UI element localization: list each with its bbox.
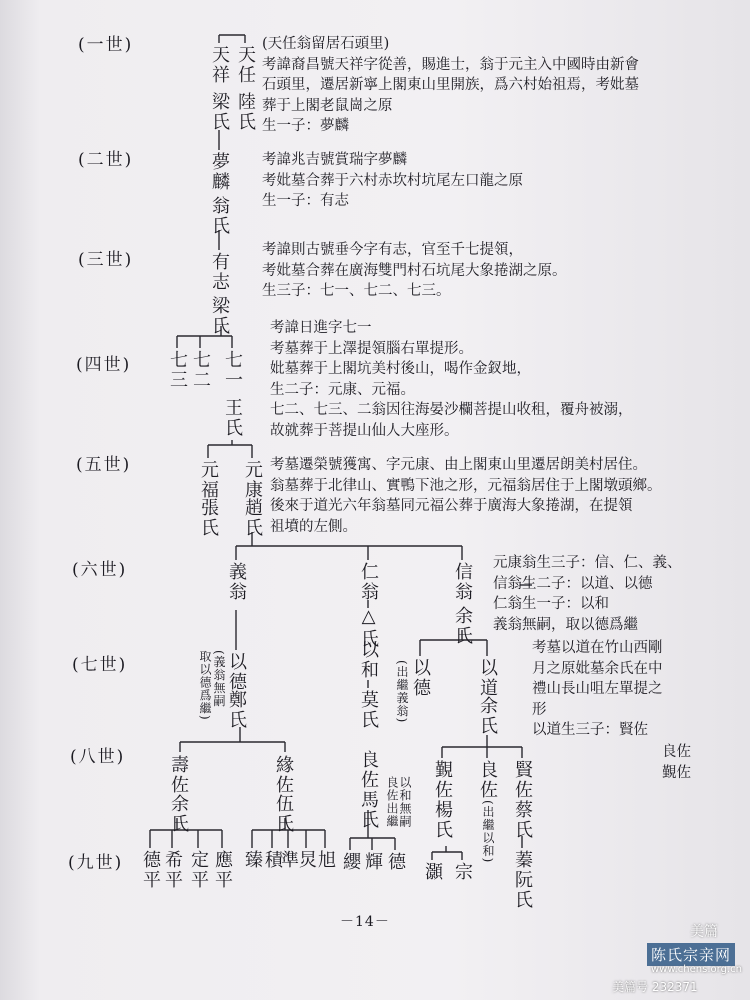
spouse-liang-shi: 梁氏 (209, 296, 230, 336)
generation-label-7: (七世) (72, 655, 128, 675)
note-liang-zuo-adopted: 良佐出繼 (385, 776, 399, 828)
watermark-brand: 美篇 (690, 924, 718, 940)
person-hao: 灝 (422, 862, 443, 882)
person-liang-zuo: 良佐 (358, 750, 379, 790)
person-de-ping: 德平 (140, 850, 161, 890)
note-liang-zuo-to-yi-he: (出繼以和) (481, 800, 495, 864)
note-generation-4: 考諱日進字七一 考墓葬于上澤提領腦右單提形。 妣墓葬于上閣坑美村後山，喝作金釵地， 生二子：元康、元福。 七二、七三、二翁因往海晏沙欄菩提山收租，覆舟被溺， 故就葬于菩提山仙人大座形。 (270, 320, 633, 439)
generation-label-8: (八世) (70, 747, 126, 767)
person-meng-lin: 夢麟 (209, 152, 230, 192)
spouse-yu-shi: 余氏 (168, 794, 189, 834)
person-zhen: 臻 (242, 850, 263, 870)
spouse-lu-shi: 陸氏 (235, 92, 256, 132)
watermark-url: www.chens.org.cn (651, 964, 742, 975)
person-ding-ping: 定平 (188, 850, 209, 890)
spouse-qin-ruan-shi: 蓁阮氏 (512, 850, 533, 910)
person-de: 德 (385, 852, 406, 872)
spouse-zhang-shi: 張氏 (198, 498, 219, 538)
spouse-ma-shi: 馬氏 (358, 790, 379, 830)
note-yi-weng-heirless: (義翁無嗣 (212, 650, 226, 708)
page-number: －14－ (340, 914, 390, 930)
person-ying: 纓 (340, 852, 361, 872)
spouse-yu-shi: 余氏 (477, 696, 498, 736)
generation-label-4: (四世) (76, 355, 132, 375)
person-zhun: 準 (278, 850, 299, 870)
person-xu: 旭 (315, 850, 336, 870)
person-xi-ping: 希平 (162, 850, 183, 890)
note-generation-3: 考諱則古號垂今字有志，官至千七提領， 考妣墓合葬在廣海雙門村石坑尾大象捲湖之原。 生三子：七一、七二、七三。 (262, 242, 567, 299)
person-zong: 宗 (452, 862, 473, 882)
note-generation-5: 考墓遷榮號獲寓、字元康、由上閣東山里遷居朗美村居住。 翁墓葬于北律山、實鴨下池之形，元福翁居住于上閣墩頭鄉。 後來于道光六年翁墓同元福公葬于廣海大象捲湖，在提領 祖墳的左側。 (270, 457, 662, 535)
note-yi-weng-adopt: 取以德爲繼) (198, 650, 212, 721)
person-yuan-zuo: 緣佐 (273, 755, 294, 795)
person-liang-zuo-2: 良佐 (477, 760, 498, 800)
spouse-yu-shi: 余氏 (452, 606, 473, 646)
spouse-mo-shi-unknown: △氏 (358, 606, 379, 649)
person-hui: 輝 (362, 852, 383, 872)
spouse-zhao-shi: 趙氏 (242, 498, 263, 538)
spouse-mo-shi: 莫氏 (358, 690, 379, 730)
generation-label-3: (三世) (78, 250, 134, 270)
person-qi-er: 七二 (190, 350, 211, 390)
generation-label-2: (二世) (78, 150, 134, 170)
person-ren-weng: 仁翁 (358, 562, 379, 602)
spouse-yang-shi: 楊氏 (432, 800, 453, 840)
person-yi-weng: 義翁 (226, 562, 247, 602)
person-ji: 積 (262, 850, 283, 870)
person-yuan-fu: 元福 (198, 460, 219, 500)
person-yi-de-xin: 以德 (410, 658, 431, 698)
person-you-zhi: 有志 (209, 252, 230, 292)
spouse-wu-shi: 伍氏 (273, 794, 294, 834)
person-yi-he: 以和 (358, 640, 379, 680)
person-yuan-kang: 元康 (242, 460, 263, 500)
note-generation-1: (天任翁留居石頭里) 考諱裔昌號天祥字從善，賜進士，翁于元主入中國時由新會 石頭里，遷居新寧上閣東山里開族，爲六村始祖焉，考妣墓 葬于上閣老鼠崗之原 生一子：夢麟 (262, 36, 639, 134)
person-jing: 炅 (296, 850, 317, 870)
note-generation-2: 考諱兆吉號賞瑞字夢麟 考妣墓合葬于六村赤坎村坑尾左口龍之原 生一子：有志 (262, 152, 523, 209)
note-generation-7: 考墓以道在竹山西剛 月之原妣墓余氏在中 禮山長山咀左單提之 形 以道生三子：賢佐 (532, 640, 663, 738)
generation-label-6: (六世) (72, 560, 128, 580)
person-yi-dao: 以道 (477, 658, 498, 698)
person-qi-san: 七三 (167, 350, 188, 390)
person-ying-ping: 應平 (212, 850, 233, 890)
person-xian-zuo: 賢佐 (512, 760, 533, 800)
generation-label-5: (五世) (76, 455, 132, 475)
note-generation-6: 元康翁生三子：信、仁、義、 信翁生二子：以道、以德 仁翁生一子：以和 義翁無嗣，取以德爲繼 (493, 555, 682, 633)
person-tian-xiang: 天祥 (209, 45, 230, 85)
note-yi-he-heirless: 以和無嗣 (398, 776, 412, 828)
spouse-cai-shi: 蔡氏 (512, 800, 533, 840)
spouse-zheng-shi: 鄭氏 (226, 690, 247, 730)
person-shou-zuo: 壽佐 (168, 755, 189, 795)
person-tian-ren: 天任 (235, 45, 256, 85)
person-guan-zuo: 覲佐 (432, 760, 453, 800)
spouse-wang-shi: 王氏 (222, 398, 243, 438)
person-yi-de: 以德 (226, 652, 247, 692)
watermark-id: 美篇号 232371 (612, 980, 698, 994)
person-qi-yi: 七一 (222, 350, 243, 390)
spouse-weng-shi: 翁氏 (209, 196, 230, 236)
generation-label-9: (九世) (68, 853, 124, 873)
spouse-liang-shi: 梁氏 (209, 92, 230, 132)
note-yi-de-adopted-out: (出繼義翁) (395, 660, 409, 724)
note-generation-7-sons: 良佐 覲佐 (662, 744, 691, 781)
watermark-site: 陈氏宗亲网 (647, 943, 735, 966)
person-xin-weng: 信翁 (452, 562, 473, 602)
generation-label-1: (一世) (78, 35, 134, 55)
